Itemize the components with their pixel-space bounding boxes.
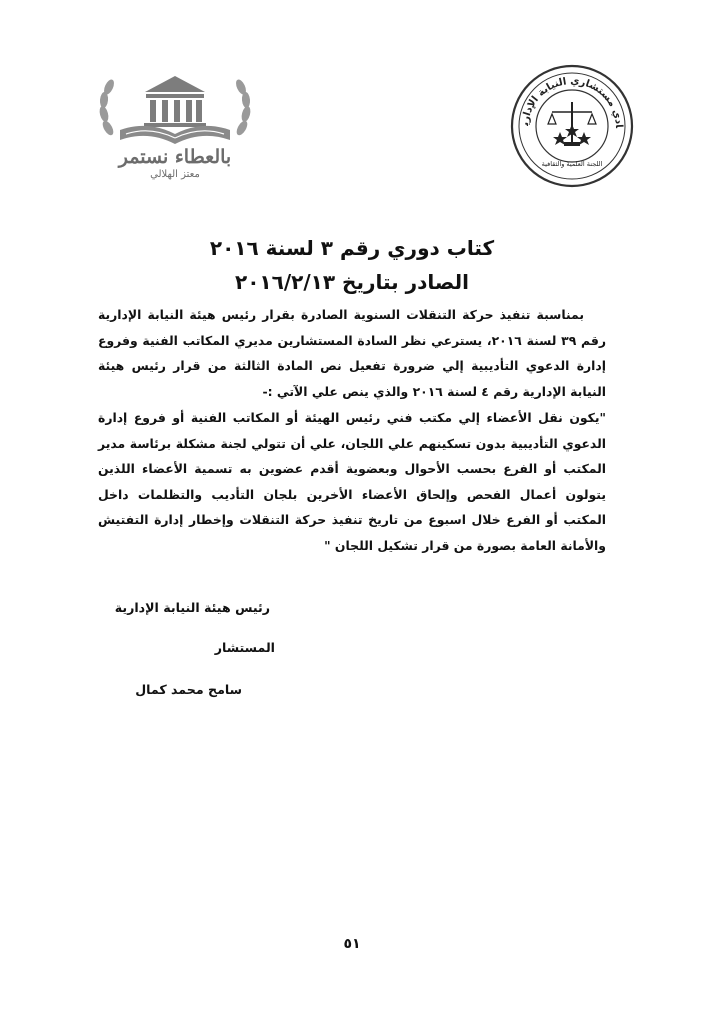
club-seal-icon bbox=[508, 62, 636, 190]
logo-slogan: بالعطاء نستمر bbox=[118, 146, 232, 168]
seal-arc-text: ادي مستشاري النيابة الإدارية bbox=[520, 75, 625, 129]
seal-bottom-text: اللجنة العلمية والثقافية bbox=[541, 160, 603, 168]
document-date: الصادر بتاريخ ٢٠١٦/٢/١٣ bbox=[235, 270, 469, 294]
right-seal bbox=[508, 62, 636, 190]
left-logo bbox=[90, 68, 260, 186]
signature-name: سامح محمد كمال bbox=[135, 682, 242, 697]
signature-title: المستشار bbox=[214, 640, 275, 655]
paragraph-intro: بمناسبة تنفيذ حركة التنقلات السنوية الصادرة بقرار رئيس هيئة النيابة الإدارية رقم ٣٩ لسنة ٢٠١٦، يسترعي نظر السادة المستشارين مديري المكاتب الفنية وفروع إدارة الدعوي التأديبية إلي ضرورة تفعيل نص المادة الثالثة من قرار رئيس هيئة النيابة الإدارية رقم ٤ لسنة ٢٠١٦ والذي ينص علي الآتي :- bbox=[98, 307, 607, 399]
paragraph-quote: "يكون نقل الأعضاء إلي مكتب فني رئيس الهيئة أو المكاتب الفنية أو فروع إدارة الدعوي التأديبية بدون تسكينهم علي اللجان، علي أن تتولي لجنة مشكلة برئاسة مدير المكتب أو الفرع بحسب الأحوال وبعضوية أقدم عضوين به تسمية الأعضاء اللذين يتولون أعمال الفحص وإلحاق الأعضاء الأخرين بلجان التأديب والتظلمات داخل المكتب أو الفرع خلال اسبوع من تاريخ تنفيذ حركة التنقلات وإخطار إدارة التفتيش والأمانة العامة بصورة من قرار تشكيل اللجان " bbox=[98, 410, 606, 553]
signature-position: رئيس هيئة النيابة الإدارية bbox=[114, 600, 270, 615]
courthouse-book-logo-icon bbox=[90, 68, 260, 148]
logo-author: معتز الهلالي bbox=[150, 169, 200, 180]
document-title: كتاب دوري رقم ٣ لسنة ٢٠١٦ bbox=[209, 236, 495, 260]
page-number: ٥١ bbox=[343, 936, 361, 952]
